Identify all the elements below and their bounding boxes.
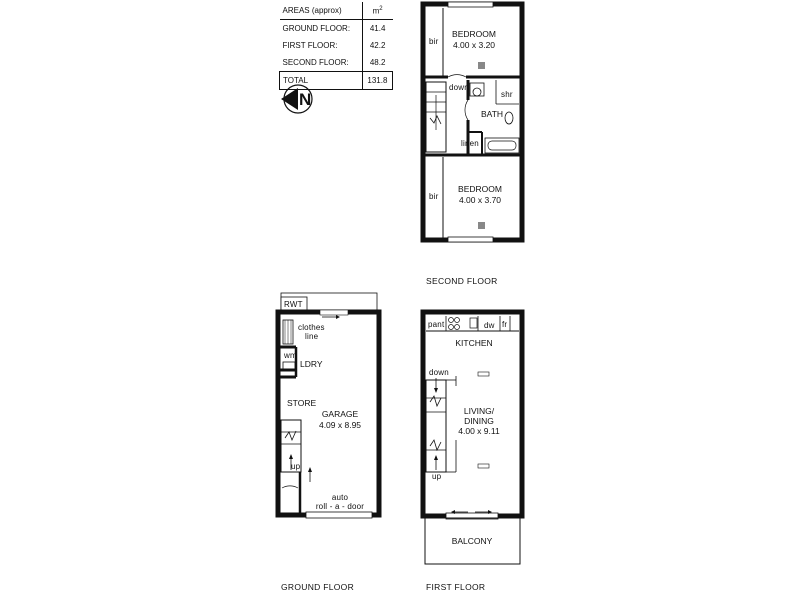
first-floor-plan: [423, 312, 522, 564]
bedroom2-size: 4.00 x 3.70: [458, 195, 502, 205]
first-floor-caption: FIRST FLOOR: [426, 582, 486, 592]
areas-row-value: 48.2: [362, 54, 392, 72]
bir-label-1: bir: [429, 37, 439, 46]
garage-name: GARAGE: [321, 409, 359, 419]
areas-row-label: SECOND FLOOR:: [282, 58, 349, 67]
areas-total-value: 131.8: [362, 72, 392, 90]
store-label: STORE: [287, 398, 317, 408]
kitchen-label: KITCHEN: [455, 338, 493, 348]
fridge-label: fr: [502, 320, 508, 329]
areas-unit-sup: 2: [379, 5, 383, 12]
bedroom1-name: BEDROOM: [452, 29, 496, 39]
shr-label: shr: [501, 90, 513, 99]
areas-row-label: GROUND FLOOR:: [282, 24, 351, 33]
rwt-label: RWT: [284, 300, 303, 309]
areas-row-value: 42.2: [362, 37, 392, 54]
ldry-label: LDRY: [300, 359, 323, 369]
living-label-1: LIVING/: [463, 406, 495, 416]
clothes-line-label-1: clothes: [298, 323, 325, 332]
wm-label: wm: [284, 351, 297, 360]
first-down-label: down: [429, 368, 449, 377]
ground-floor-caption: GROUND FLOOR: [281, 582, 355, 592]
bir-label-2: bir: [429, 192, 439, 201]
bath-label: BATH: [481, 109, 504, 119]
areas-unit-text: m: [372, 6, 380, 16]
door-label-1: auto: [331, 493, 349, 502]
balcony-label: BALCONY: [451, 536, 493, 546]
areas-row-value: 41.4: [362, 20, 392, 38]
living-size: 4.00 x 9.11: [458, 426, 500, 436]
second-floor-caption: SECOND FLOOR: [426, 276, 498, 286]
clothes-line-label-2: line: [305, 332, 319, 341]
areas-title: AREAS (approx): [280, 2, 363, 20]
areas-row-label: FIRST FLOOR:: [282, 41, 338, 50]
dishwasher-label: dw: [484, 321, 495, 330]
bedroom2-name: BEDROOM: [458, 184, 502, 194]
first-up-label: up: [432, 472, 442, 481]
compass-letter: N: [299, 90, 312, 109]
garage-size: 4.09 x 8.95: [318, 420, 362, 430]
second-floor-plan: [423, 2, 522, 242]
pantry-label: pant: [428, 320, 445, 329]
door-label-2: roll - a - door: [315, 502, 365, 511]
linen-label: linen: [461, 139, 479, 148]
living-label-2: DINING: [464, 416, 494, 426]
bedroom1-size: 4.00 x 3.20: [452, 40, 496, 50]
ground-up-label: up: [291, 462, 301, 471]
stair-down-label: down: [449, 83, 469, 92]
areas-total-label: TOTAL: [280, 72, 363, 90]
ground-floor-plan: [278, 293, 379, 518]
